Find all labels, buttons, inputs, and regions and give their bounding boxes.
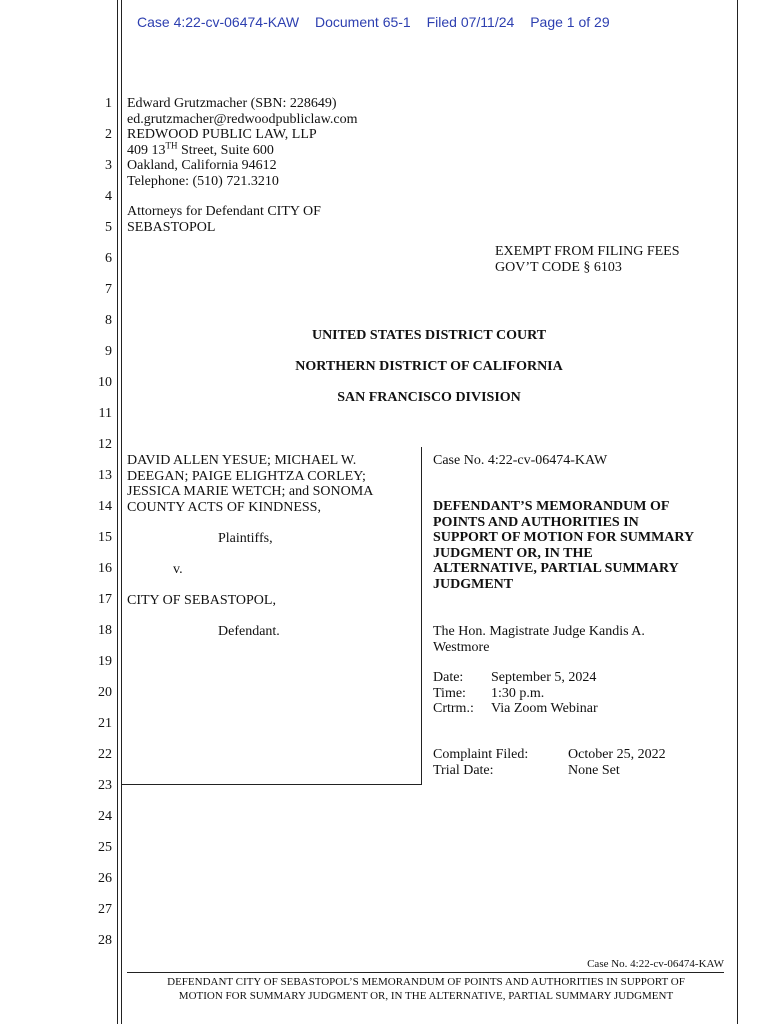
footer-title-line1: DEFENDANT CITY OF SEBASTOPOL’S MEMORANDUM OF POINTS AND AUTHORITIES IN SUPPORT OF <box>167 976 685 988</box>
line-number: 25 <box>98 840 112 855</box>
line-number: 11 <box>98 406 112 421</box>
defendant-name: CITY OF SEBASTOPOL, <box>127 593 276 608</box>
line-number: 21 <box>98 716 112 731</box>
line-number: 16 <box>98 561 112 576</box>
plaintiffs-names <box>127 453 373 515</box>
street-number: 409 13 <box>127 142 166 158</box>
line-number: 23 <box>98 778 112 793</box>
document-title-line: JUDGMENT OR, IN THE <box>433 545 593 561</box>
exempt-line1: EXEMPT FROM FILING FEES <box>495 244 680 259</box>
versus: v. <box>173 562 183 577</box>
line-number: 6 <box>105 251 112 266</box>
attorney-name: Edward Grutzmacher (SBN: 228649) <box>127 96 337 111</box>
line-number: 2 <box>105 127 112 142</box>
complaint-filed-value: October 25, 2022 <box>568 747 666 762</box>
trial-date-label: Trial Date: <box>433 762 494 778</box>
line-number: 24 <box>98 809 112 824</box>
footer-rule <box>127 972 724 973</box>
document-title-line: POINTS AND AUTHORITIES IN <box>433 514 639 530</box>
complaint-filed-label: Complaint Filed: <box>433 747 529 762</box>
defendant-label: Defendant. <box>218 624 280 639</box>
pleading-right-rule <box>737 0 738 1024</box>
caption-vertical-rule <box>421 447 422 784</box>
hearing-date-label: Date: <box>433 670 464 685</box>
hearing-room-row <box>433 701 598 717</box>
line-number: 5 <box>105 220 112 235</box>
attorney-firm: REDWOOD PUBLIC LAW, LLP <box>127 127 317 143</box>
hearing-time-label: Time: <box>433 685 466 701</box>
line-number: 10 <box>98 375 112 390</box>
plaintiffs-label: Plaintiffs, <box>218 531 273 546</box>
line-number: 9 <box>105 344 112 359</box>
line-number: 3 <box>105 158 112 173</box>
line-number: 14 <box>98 499 112 514</box>
line-number: 26 <box>98 871 112 886</box>
judge <box>433 624 645 655</box>
attorney-email: ed.grutzmacher@redwoodpubliclaw.com <box>127 111 358 127</box>
attorney-phone: Telephone: (510) 721.3210 <box>127 173 279 189</box>
document-title-line: ALTERNATIVE, PARTIAL SUMMARY <box>433 561 679 577</box>
court-district: NORTHERN DISTRICT OF CALIFORNIA <box>295 359 563 374</box>
footer-title-line2: MOTION FOR SUMMARY JUDGMENT OR, IN THE ALTERNATIVE, PARTIAL SUMMARY JUDGMENT <box>178 990 674 1002</box>
court-name: UNITED STATES DISTRICT COURT <box>311 328 547 343</box>
hearing-room-label: Crtrm.: <box>433 701 474 717</box>
trial-date-value: None Set <box>568 762 620 778</box>
line-number: 8 <box>105 313 112 328</box>
plaintiffs-line: COUNTY ACTS OF KINDNESS, <box>127 499 321 515</box>
line-number: 19 <box>98 654 112 669</box>
hearing-date-value: September 5, 2024 <box>491 670 597 685</box>
judge-line2: Westmore <box>433 639 490 655</box>
attorneys-for-line1: Attorneys for Defendant CITY OF <box>127 204 321 219</box>
document-title-line: JUDGMENT <box>433 576 514 592</box>
street-name: Street, Suite 600 <box>177 142 274 158</box>
complaint-filed-row <box>433 747 666 763</box>
line-number: 12 <box>98 437 112 452</box>
hearing-time-value: 1:30 p.m. <box>491 685 545 701</box>
document-title <box>433 499 694 593</box>
document-title-line: SUPPORT OF MOTION FOR SUMMARY <box>433 530 695 546</box>
judge-line1: The Hon. Magistrate Judge Kandis A. <box>433 624 645 639</box>
header-case: Case 4:22-cv-06474-KAW <box>137 14 300 30</box>
pleading-left-rule-2 <box>121 0 122 1024</box>
court-division: SAN FRANCISCO DIVISION <box>337 390 521 405</box>
document-title-line: DEFENDANT’S MEMORANDUM OF <box>433 499 670 514</box>
plaintiffs-line: JESSICA MARIE WETCH; and SONOMA <box>127 484 374 500</box>
trial-date-row <box>433 763 666 779</box>
attorneys-for-line2: SEBASTOPOL <box>127 219 216 235</box>
attorney-block <box>127 96 357 190</box>
street-ordinal: TH <box>165 140 178 151</box>
plaintiffs-line: DEEGAN; PAIGE ELIGHTZA CORLEY; <box>127 468 366 484</box>
pleading-left-rule-1 <box>117 0 118 1024</box>
line-number: 27 <box>98 902 112 917</box>
exempt-line2: GOV’T CODE § 6103 <box>495 259 622 275</box>
line-number: 13 <box>98 468 112 483</box>
line-number: 1 <box>105 96 112 111</box>
line-number: 7 <box>105 282 112 297</box>
line-number: 17 <box>98 592 112 607</box>
line-number: 20 <box>98 685 112 700</box>
header-page: Page 1 of 29 <box>530 14 610 30</box>
exempt-notice <box>495 244 680 275</box>
header-filed: Filed 07/11/24 <box>426 14 515 30</box>
attorney-city: Oakland, California 94612 <box>127 158 277 174</box>
attorneys-for <box>127 204 321 235</box>
case-number: Case No. 4:22-cv-06474-KAW <box>433 453 608 468</box>
plaintiffs-line: DAVID ALLEN YESUE; MICHAEL W. <box>127 453 357 468</box>
footer-case-number: Case No. 4:22-cv-06474-KAW <box>587 958 724 970</box>
header-document: Document 65-1 <box>315 14 411 30</box>
hearing-date-row <box>433 670 598 686</box>
filing-header <box>137 14 622 30</box>
line-number: 15 <box>98 530 112 545</box>
hearing-room-value: Via Zoom Webinar <box>491 701 598 717</box>
line-number: 4 <box>105 189 112 204</box>
case-dates <box>433 747 666 778</box>
attorney-street <box>127 140 357 159</box>
caption-bottom-rule <box>121 784 422 785</box>
line-number: 28 <box>98 933 112 948</box>
line-number: 22 <box>98 747 112 762</box>
hearing-time-row <box>433 686 598 702</box>
footer-title <box>121 975 731 1003</box>
hearing-info <box>433 670 598 717</box>
line-number: 18 <box>98 623 112 638</box>
